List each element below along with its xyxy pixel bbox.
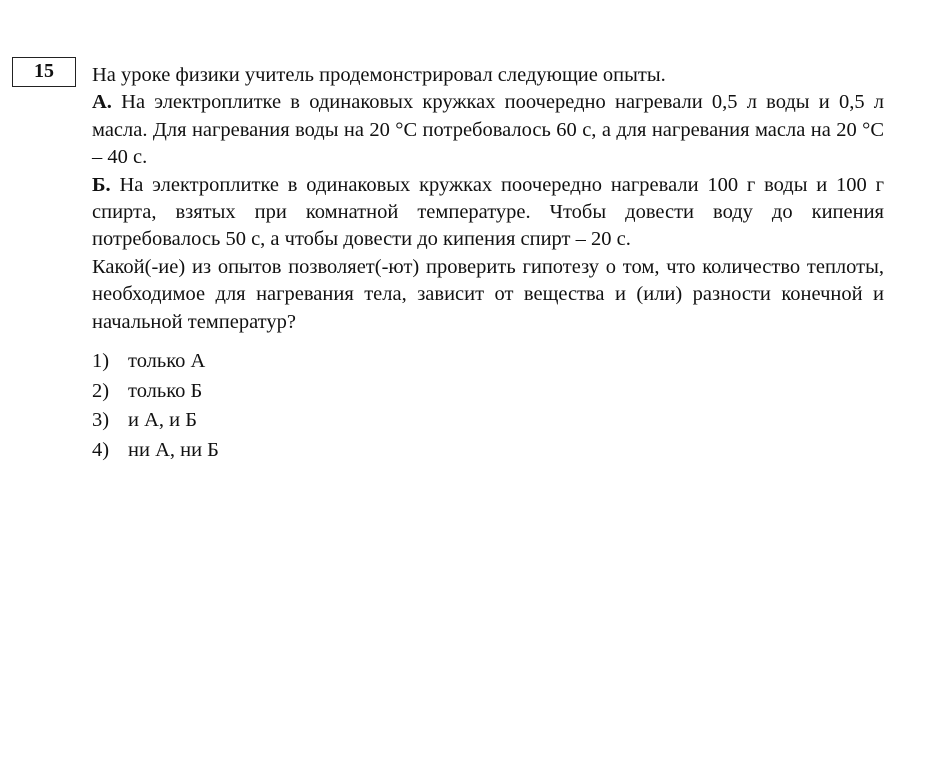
answer-option-1 xyxy=(92,347,884,377)
answer-number: 4) xyxy=(92,438,110,461)
answer-option-2 xyxy=(92,377,884,407)
answer-text: и А, и Б xyxy=(128,409,198,432)
task-question: Какой(-ие) из опытов позволяет(-ют) проверить гипотезу о том, что количество теплоты, необходимое для нагревания тела, зависит от вещества и (или) разности конечной и начальной температур? xyxy=(92,255,884,333)
answer-text: ни А, ни Б xyxy=(128,438,219,461)
answer-options xyxy=(92,347,884,465)
answer-option-3 xyxy=(92,406,884,436)
task-number-box: 15 xyxy=(12,57,76,87)
experiment-b xyxy=(92,172,884,254)
experiment-a-text: На электроплитке в одинаковых кружках поочередно нагревали 0,5 л воды и 0,5 л масла. Для нагревания воды на 20 °С потребовалось 60 с, а для нагревания масла на 20 °С – 40 с. xyxy=(92,91,884,169)
answer-number: 1) xyxy=(92,350,110,373)
experiment-a xyxy=(92,89,884,171)
answer-option-4 xyxy=(92,436,884,466)
answer-number: 2) xyxy=(92,379,110,402)
answer-text: только А xyxy=(128,350,206,373)
experiment-b-label: Б. xyxy=(92,173,111,196)
answer-text: только Б xyxy=(128,379,203,402)
task-intro: На уроке физики учитель продемонстрировал следующие опыты. xyxy=(92,64,666,86)
answer-number: 3) xyxy=(92,409,110,432)
experiment-b-text: На электроплитке в одинаковых кружках поочередно нагревали 100 г воды и 100 г спирта, взятых при комнатной температуре. Чтобы довести воду до кипения потребовалось 50 с, а чтобы довести до кипения спирт – 20 с. xyxy=(92,173,885,251)
task-body xyxy=(92,62,884,465)
experiment-a-label: А. xyxy=(92,91,112,114)
